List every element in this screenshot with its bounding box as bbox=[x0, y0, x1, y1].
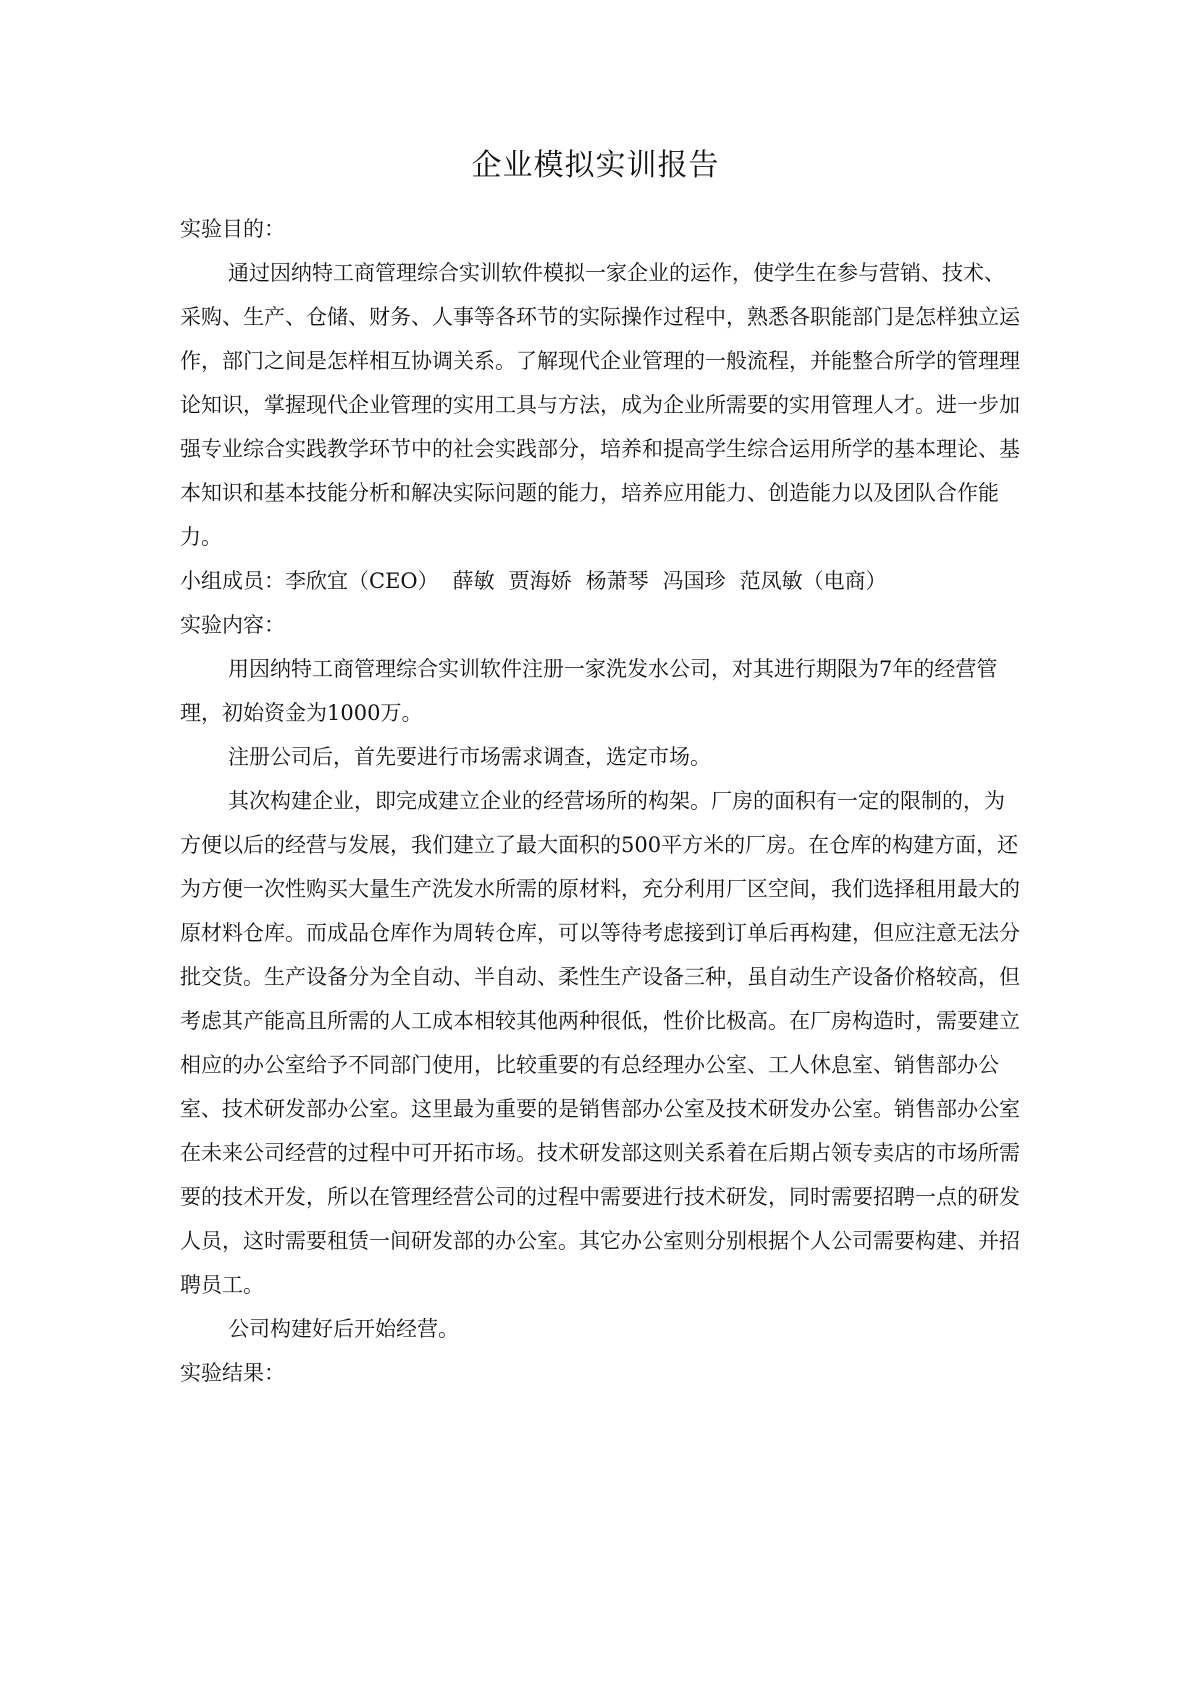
member-5: 冯国珍 bbox=[662, 569, 726, 593]
content-paragraph-2: 注册公司后，首先要进行市场需求调查，选定市场。 bbox=[228, 745, 711, 769]
member-3: 贾海娇 bbox=[508, 569, 572, 593]
content-paragraph-3: 其次构建企业，即完成建立企业的经营场所的构架。厂房的面积有一定的限制的，为方便以后的经营与发展，我们建立了最大面积的500平方米的厂房。在仓库的构建方面，还为方便一次性购买大量生产洗发水所需的原材料，充分利用厂区空间，我们选择租用最大的原材料仓库。而成品仓库作为周转仓库，可以等待考虑接到订单后再构建，但应注意无法分批交货。生产设备分为全自动、半自动、柔性生产设备三种，虽自动生产设备价格较高，但考虑其产能高且所需的人工成本相较其他两种很低，性价比极高。在厂房构造时，需要建立相应的办公室给予不同部门使用，比较重要的有总经理办公室、工人休息室、销售部办公室、技术研发部办公室。这里最为重要的是销售部办公室及技术研发办公室。销售部办公室在未来公司经营的过程中可开拓市场。技术研发部这则关系着在后期占领专卖店的市场所需要的技术开发，所以在管理经营公司的过程中需要进行技术研发，同时需要招聘一点的研发人员，这时需要租赁一间研发部的办公室。其它办公室则分别根据个人公司需要构建、并招聘员工。 bbox=[180, 789, 1020, 1297]
content-heading: 实验内容： bbox=[180, 613, 285, 637]
purpose-heading: 实验目的： bbox=[180, 217, 285, 241]
content-paragraph-1: 用因纳特工商管理综合实训软件注册一家洗发水公司，对其进行期限为7年的经营管理，初始资金为1000万。 bbox=[180, 657, 998, 725]
member-6: 范凤敏（电商） bbox=[739, 569, 887, 593]
document-body bbox=[180, 207, 1020, 1395]
member-4: 杨萧琴 bbox=[585, 569, 649, 593]
members-label: 小组成员： bbox=[180, 569, 285, 593]
result-heading: 实验结果： bbox=[180, 1361, 285, 1385]
group-members-line bbox=[180, 559, 1020, 603]
content-paragraph-4: 公司构建好后开始经营。 bbox=[228, 1317, 459, 1341]
document-title: 企业模拟实训报告 bbox=[471, 148, 720, 183]
purpose-paragraph: 通过因纳特工商管理综合实训软件模拟一家企业的运作，使学生在参与营销、技术、采购、生产、仓储、财务、人事等各环节的实际操作过程中，熟悉各职能部门是怎样独立运作，部门之间是怎样相互协调关系。了解现代企业管理的一般流程，并能整合所学的管理理论知识，掌握现代企业管理的实用工具与方法，成为企业所需要的实用管理人才。进一步加强专业综合实践教学环节中的社会实践部分，培养和提高学生综合运用所学的基本理论、基本知识和基本技能分析和解决实际问题的能力，培养应用能力、创造能力以及团队合作能力。 bbox=[180, 261, 1020, 549]
member-2: 薛敏 bbox=[452, 569, 495, 593]
member-1: 李欣宜（CEO） bbox=[285, 569, 439, 593]
